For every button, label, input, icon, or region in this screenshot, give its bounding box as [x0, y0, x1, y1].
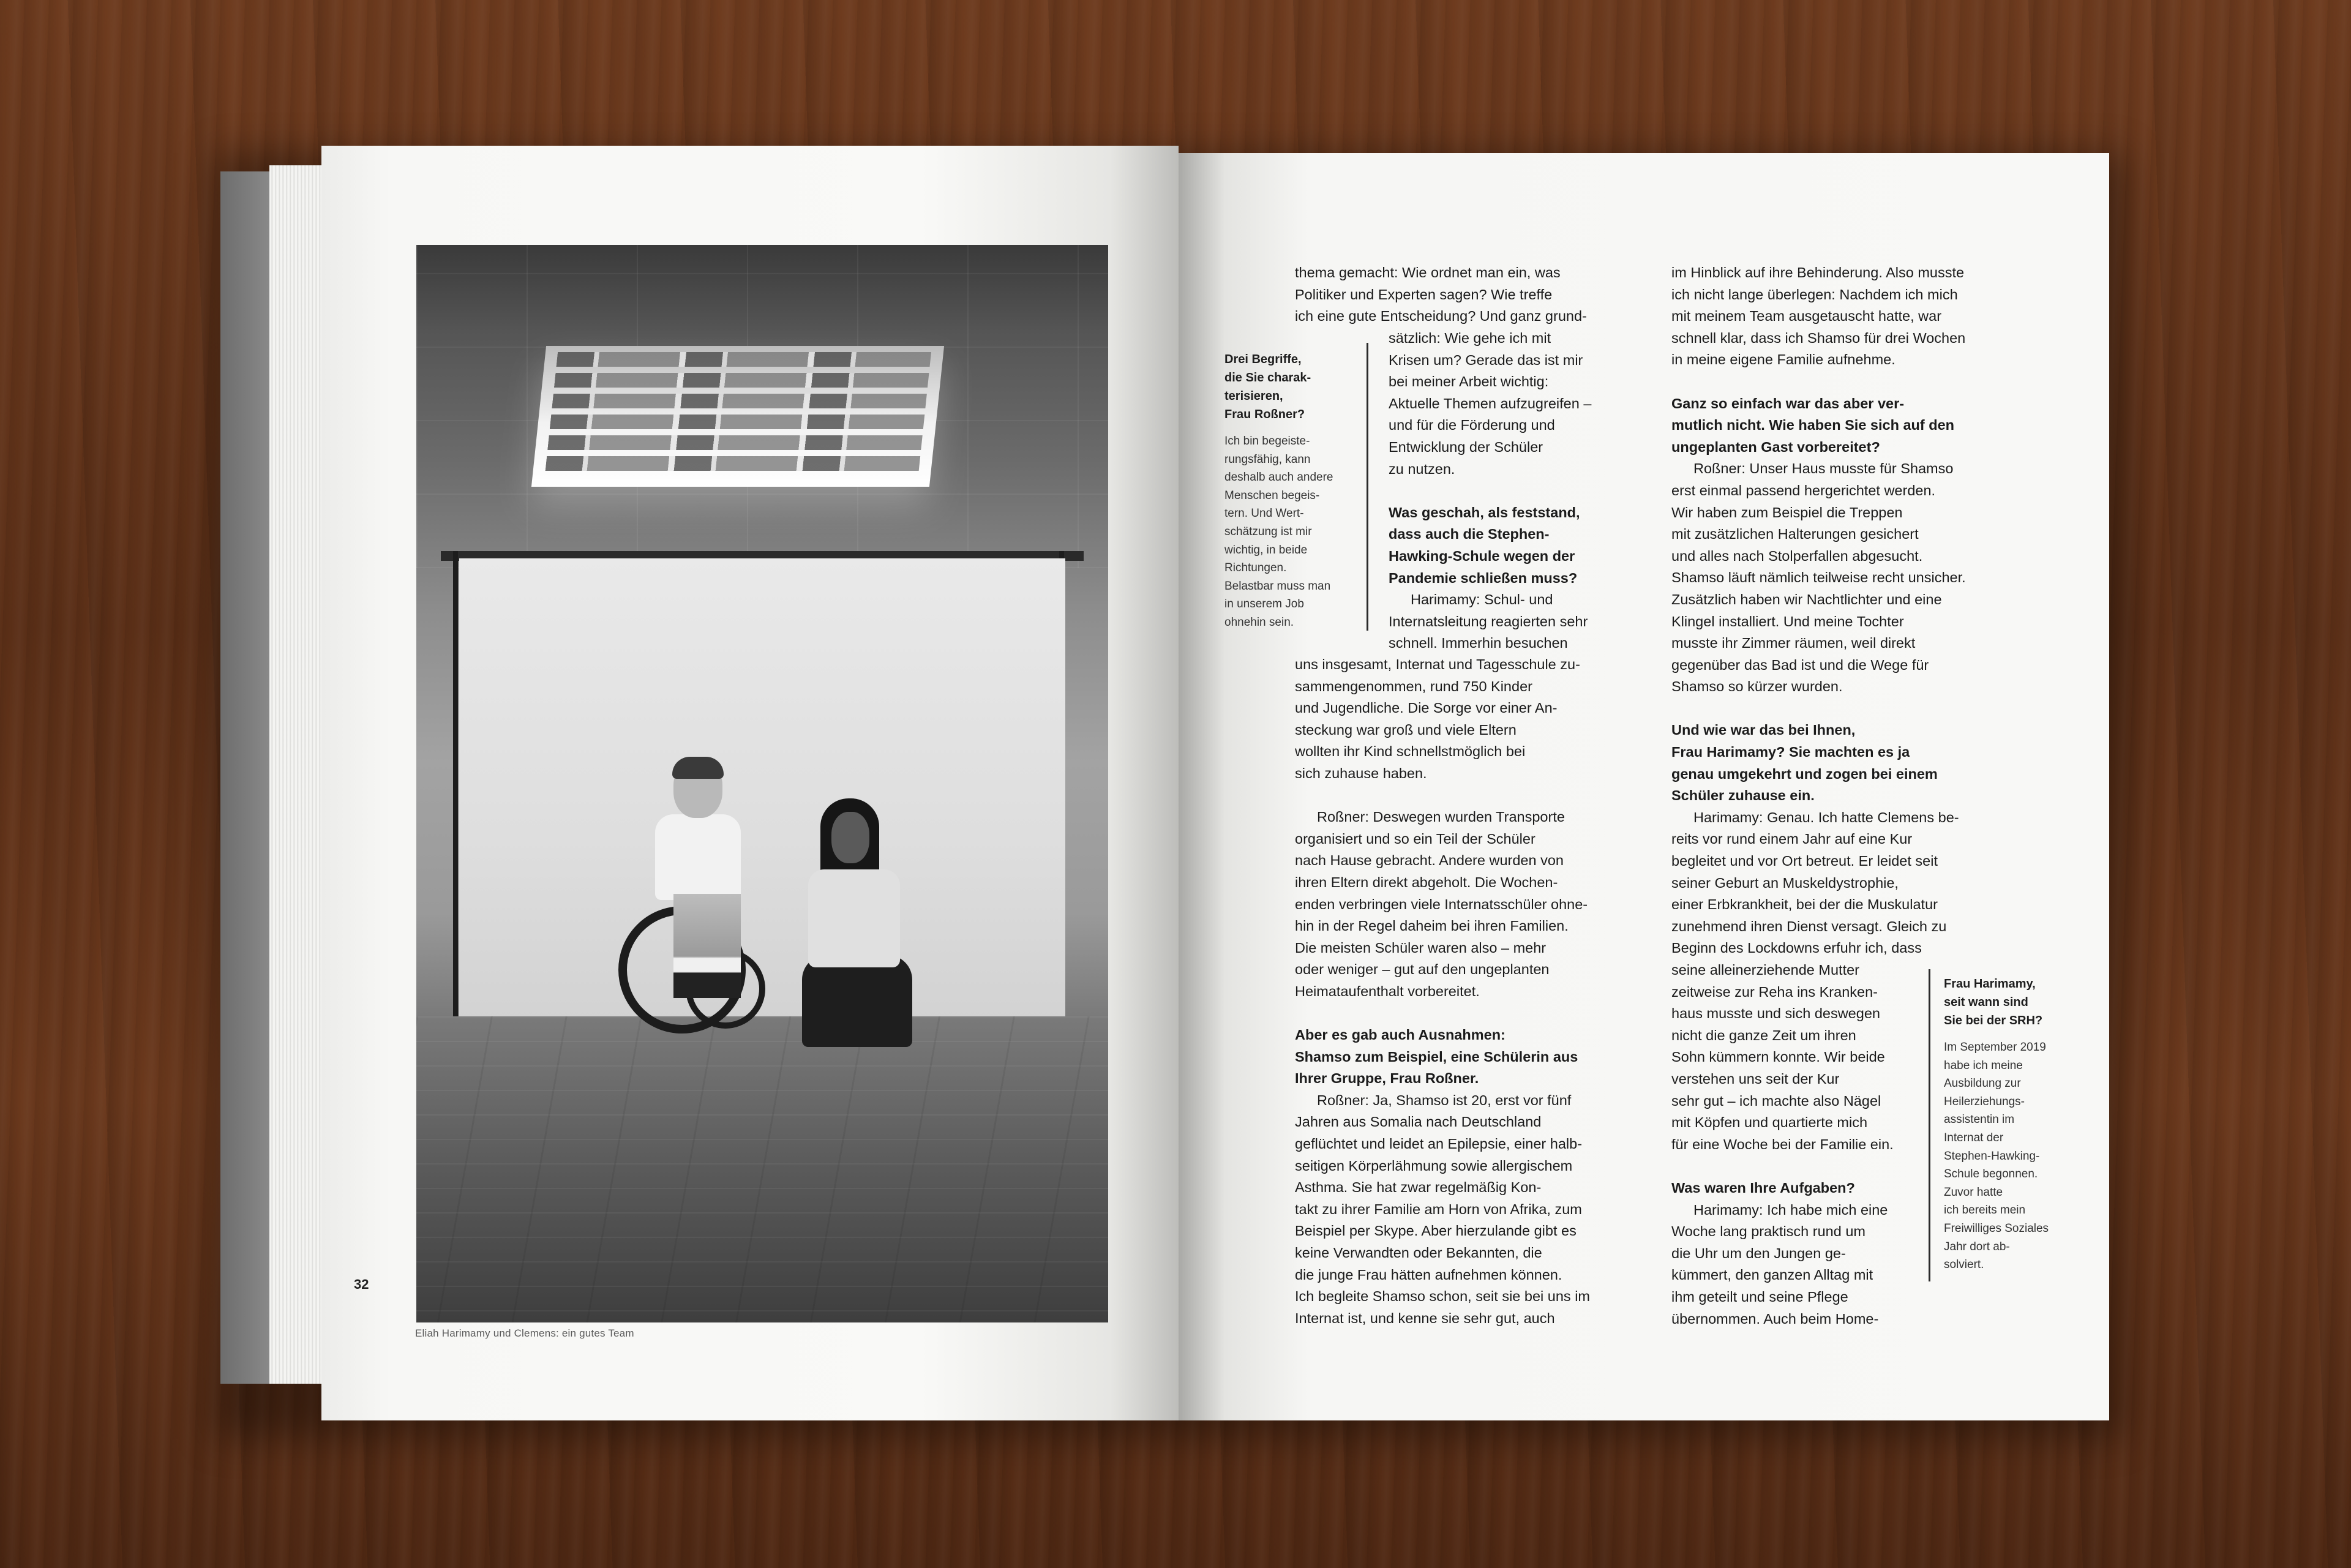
sidebar-question: Drei Begriffe, die Sie charak- terisieren, Frau Roßner? [1224, 353, 1311, 421]
text-column-2: im Hinblick auf ihre Behinderung. Also musste ich nicht lange überlegen: Nachdem ich mich mit meinem Team ausgetauscht hatte, war schnell klar, dass ich Shamso für drei Wochen in meine eigene Familie aufnehme. Ganz so einfach war das aber ver- mutlich nicht. Wie haben Sie sich auf den ungeplanten Gast vorbereitet? Roßner: Unser Haus musste für Shamso erst einmal passend hergerichtet werden. Wir haben zum Beispiel die Treppen mit zusätzlichen Halterungen gesichert und alles nach Stolperfallen abgesucht. Shamso läuft nämlich teilweise recht unsicher. Zusätzlich haben wir Nachtlichter und eine Klingel installiert. Und meine Tochter musste ihr Zimmer räumen, weil direkt gegenüber das Bad ist und die Wege für Shamso so kürzer wurden. Und wie war das bei Ihnen, Frau Harimamy? Sie machten es ja genau umgekehrt und zogen bei einem Schüler zuhause ein. Harimamy: Genau. Ich hatte Clemens be- reits vor rund einem Jahr auf eine Kur begleitet und vor Ort betreut. Er leidet seit seiner Geburt an Muskeldystrophie, einer Erbkrankheit, bei der die Muskulatur zunehmend ihren Dienst versagt. Gleich zu Beginn des Lockdowns erfuhr ich, dass seine alleinerziehende Mutter zeitweise zur Reha ins Kranken- haus musste und sich deswegen nicht die ganze Zeit um ihren Sohn kümmern konnte. Wir beide verstehen uns seit der Kur sehr gut – ich machte also Nägel mit Köpfen und quartierte mich für eine Woche bei der Familie ein. Was waren Ihre Aufgaben? Harimamy: Ich habe mich eine Woche lang praktisch rund um die Uhr um den Jungen ge- kümmert, den ganzen Alltag mit ihm geteilt und seine Pflege übernommen. Auch beim Home- [1671, 264, 1966, 1327]
page-number: 32 [354, 1277, 369, 1292]
sidebar-harimamy [1944, 975, 2049, 1274]
interview-question: Ganz so einfach war das aber ver- [1671, 395, 1905, 411]
backdrop-stand-left [453, 551, 458, 1029]
floor [416, 1016, 1108, 1322]
interview-question: Und wie war das bei Ihnen, [1671, 722, 1856, 738]
hanging-sign [531, 346, 944, 487]
interview-question: Was geschah, als feststand, [1389, 504, 1580, 520]
sidebar-rossner [1224, 350, 1333, 632]
sidebar-rule-right [1929, 969, 1930, 1281]
text-column-1: thema gemacht: Wie ordnet man ein, was Politiker und Experten sagen? Wie treffe ich eine gute Entscheidung? Und ganz grund- [1295, 264, 1587, 324]
sidebar-question: Frau Harimamy, seit wann sind Sie bei der SRH? [1944, 977, 2043, 1027]
sidebar-answer: Ich bin begeiste- rungsfähig, kann deshalb auch andere Menschen begeis- tern. Und Wert- schätzung ist mir wichtig, in beide Richtungen. Belastbar muss man in unserem Job ohnehin sein. [1224, 435, 1333, 629]
photo-backdrop [459, 558, 1065, 1024]
photograph [416, 245, 1108, 1322]
sidebar-rule-left [1367, 343, 1368, 631]
text-column-1-narrow: sätzlich: Wie gehe ich mit Krisen um? Gerade das ist mir bei meiner Arbeit wichtig: Aktuelle Themen aufzugreifen – und für die Förderung und Entwicklung der Schüler zu nutzen. Was geschah, als feststand, dass auch die Stephen- Hawking-Schule wegen der Pandemie schließen muss? Harimamy: Schul- und Internatsleitung reagierten sehr schnell. Immerhin besuchen [1389, 330, 1592, 651]
person-eliah [802, 802, 918, 1059]
text-column-1-lower: uns insgesamt, Internat und Tagesschule zu- sammengenommen, rund 750 Kinder und Jugendliche. Die Sorge vor einer An- steckung war groß und viele Eltern wollten ihr Kind schnellstmöglich bei sich zuhause haben. Roßner: Deswegen wurden Transporte organisiert und so ein Teil der Schüler nach Hause gebracht. Andere wurden von ihren Eltern direkt abgeholt. Die Wochen- enden verbringen viele Internatsschüler ohne- hin in der Regel daheim bei ihren Familien. Die meisten Schüler waren also – mehr oder weniger – gut auf den ungeplanten Heimataufenthalt vorbereitet. Aber es gab auch Ausnahmen: Shamso zum Beispiel, eine Schülerin aus Ihrer Gruppe, Frau Roßner. Roßner: Ja, Shamso ist 20, erst vor fünf Jahren aus Somalia nach Deutschland geflüchtet und leidet an Epilepsie, einer halb- seitigen Körperlähmung sowie allergischem Asthma. Sie hat zwar regelmäßig Kon- takt zu ihrer Familie am Horn von Afrika, zum Beispiel per Skype. Aber hierzulande gibt es keine Verwandten oder Bekannten, die die junge Frau hätten aufnehmen können. Ich begleite Shamso schon, seit sie bei uns im Internat ist, und kenne sie sehr gut, auch [1295, 656, 1591, 1326]
person-clemens [624, 759, 747, 980]
photo-caption: Eliah Harimamy und Clemens: ein gutes Team [415, 1327, 634, 1339]
interview-question: Aber es gab auch Ausnahmen: [1295, 1027, 1505, 1043]
interview-question: Was waren Ihre Aufgaben? [1671, 1179, 1855, 1196]
sidebar-answer: Im September 2019 habe ich meine Ausbildung zur Heilerziehungs- assistentin im Internat der Stephen-Hawking- Schule begonnen. Zuvor hatte ich bereits mein Freiwilliges Soziales Jahr dort ab- solviert. [1944, 1041, 2049, 1272]
